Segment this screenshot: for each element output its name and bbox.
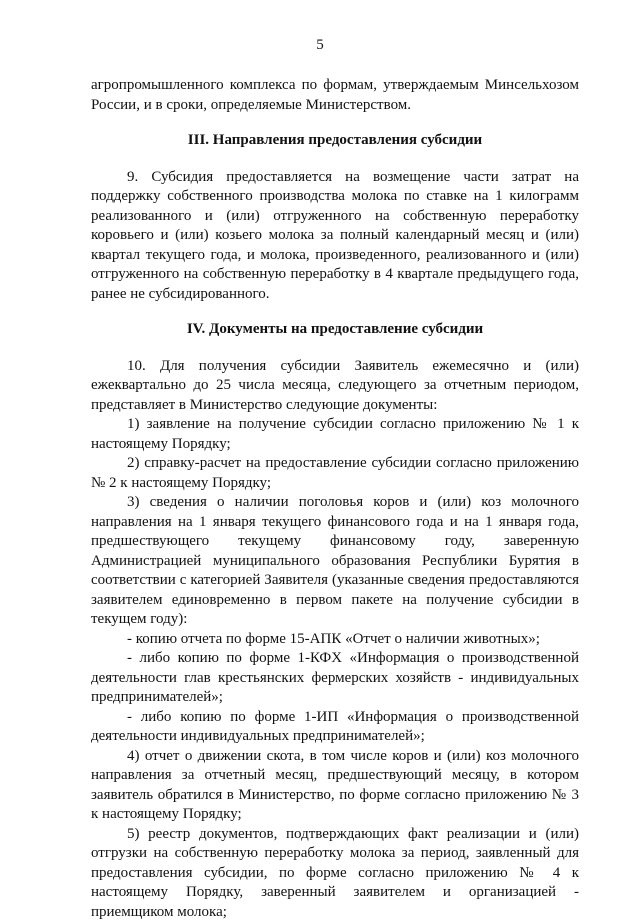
list-item-3: 3) сведения о наличии поголовья коров и (или) коз молочного направления на 1 января текущего финансового года и на 1 января года, предшествующего текущему финансовому году, заверенную Администрацией муниципального образования Республики Бурятия в соответствии с категорией Заявителя (указанные сведения предоставляются заявителем единовременно в первом пакете на получение субсидии в текущем году): (91, 493, 579, 630)
list-item-2: 2) справку-расчет на предоставление субсидии согласно приложению № 2 к настоящему Порядку; (91, 454, 579, 493)
list-item-4: 4) отчет о движении скота, в том числе коров и (или) коз молочного направления за отчетный месяц, предшествующий месяцу, в котором заявитель обратился в Министерство, по форме согласно приложению № 3 к настоящему Порядку; (91, 747, 579, 825)
intro-continuation: агропромышленного комплекса по формам, утверждаемым Минсельхозом России, и в сроки, определяемые Министерством. (91, 76, 579, 115)
section-4-heading: IV. Документы на предоставление субсидии (91, 320, 579, 340)
sub-item-1-ip: - либо копию по форме 1-ИП «Информация о производственной деятельности индивидуальных предпринимателей»; (91, 708, 579, 747)
paragraph-10: 10. Для получения субсидии Заявитель ежемесячно и (или) ежеквартально до 25 числа месяца, следующего за отчетным периодом, представляет в Министерство следующие документы: (91, 357, 579, 416)
section-3-heading: III. Направления предоставления субсидии (91, 131, 579, 151)
list-item-5: 5) реестр документов, подтверждающих факт реализации и (или) отгрузки на собственную переработку молока за период, заявленный для предоставления субсидии, по форме согласно приложению № 4 к настоящему Порядку, заверенный заявителем и организацией - приемщиком молока; (91, 825, 579, 922)
section-4-body (91, 357, 579, 922)
list-item-1: 1) заявление на получение субсидии согласно приложению № 1 к настоящему Порядку; (91, 415, 579, 454)
paragraph-9: 9. Субсидия предоставляется на возмещение части затрат на поддержку собственного производства молока по ставке на 1 килограмм реализованного и (или) отгруженного на собственную переработку коровьего и (или) козьего молока за полный календарный месяц и (или) квартал текущего года, и молока, произведенного, реализованного и (или) отгруженного на собственную переработку в 4 квартале предыдущего года, ранее не субсидированного. (91, 168, 579, 305)
section-3-body (91, 168, 579, 305)
page-number: 5 (0, 36, 640, 54)
sub-item-15-apk: - копию отчета по форме 15-АПК «Отчет о наличии животных»; (91, 630, 579, 650)
document-body (91, 76, 579, 922)
sub-item-1-kfh: - либо копию по форме 1-КФХ «Информация о производственной деятельности глав крестьянских фермерских хозяйств - индивидуальных предпринимателей»; (91, 649, 579, 708)
